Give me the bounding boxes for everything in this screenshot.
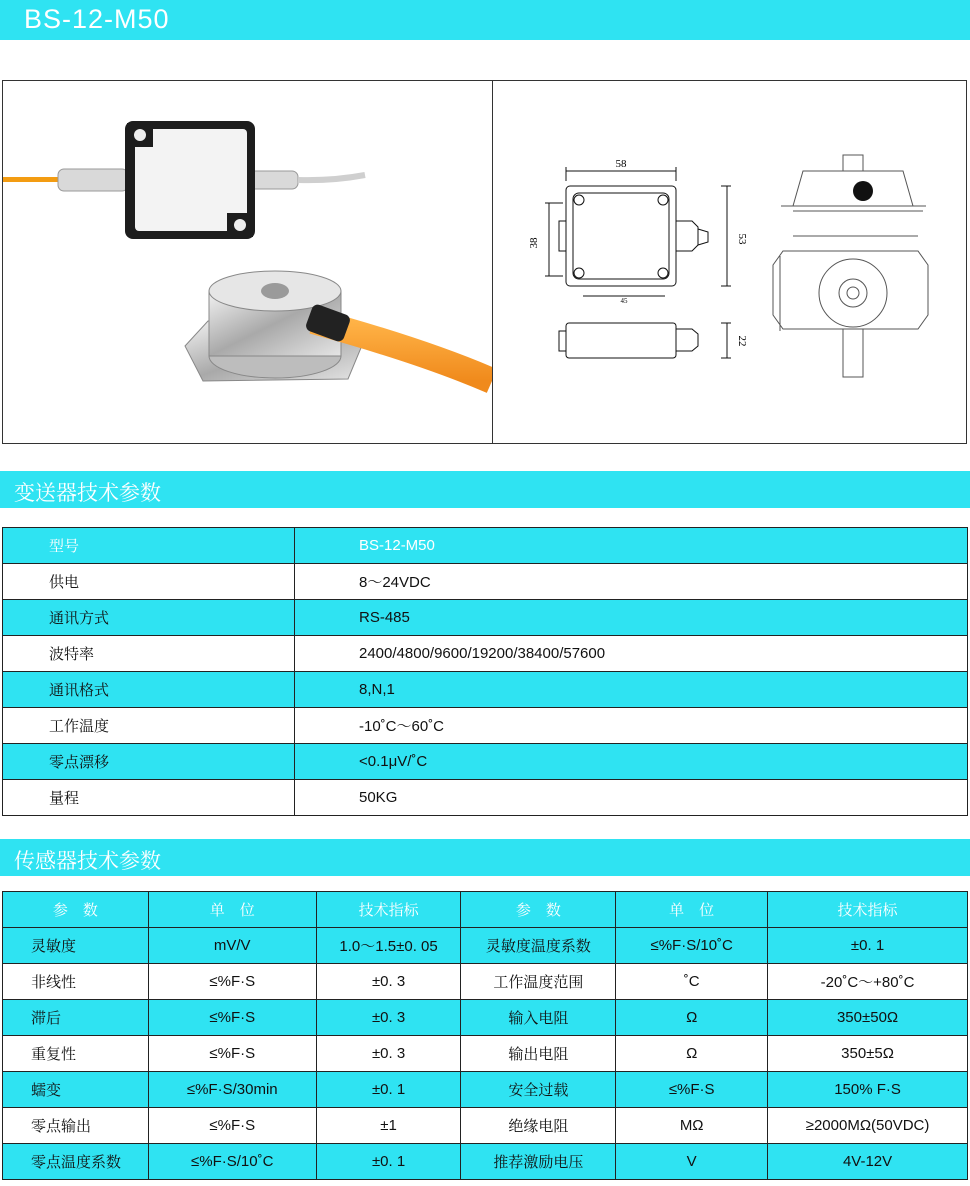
table-header-row <box>3 892 968 928</box>
spec-label: 型号 <box>3 528 295 564</box>
param-name: 工作温度范围 <box>461 964 616 1000</box>
table-row <box>3 528 968 564</box>
param-value: ±0. 3 <box>316 964 461 1000</box>
param-unit: ≤%F·S/30min <box>148 1072 316 1108</box>
column-header: 参 数 <box>3 892 149 928</box>
column-header: 单 位 <box>616 892 768 928</box>
param-name: 蠕变 <box>3 1072 149 1108</box>
spec-label: 通讯方式 <box>3 600 295 636</box>
param-value: ±0. 3 <box>316 1036 461 1072</box>
param-value: ±0. 1 <box>768 928 968 964</box>
param-unit: Ω <box>616 1036 768 1072</box>
table-row <box>3 636 968 672</box>
table-row <box>3 1144 968 1180</box>
spec-value: RS-485 <box>295 600 968 636</box>
param-value: ±0. 1 <box>316 1072 461 1108</box>
param-unit: ˚C <box>616 964 768 1000</box>
cable-gland-right <box>248 171 298 189</box>
param-name: 推荐激励电压 <box>461 1144 616 1180</box>
spec-label: 波特率 <box>3 636 295 672</box>
table-row <box>3 964 968 1000</box>
dim-side-height: 22 <box>736 335 748 347</box>
param-name: 重复性 <box>3 1036 149 1072</box>
spec-label: 量程 <box>3 780 295 816</box>
figure-panel <box>2 80 967 444</box>
dim-bottom-inner: 45 <box>620 297 628 305</box>
param-unit: ≤%F·S <box>148 1108 316 1144</box>
table-row <box>3 744 968 780</box>
param-unit: mV/V <box>148 928 316 964</box>
param-value: 1.0～1.5±0. 05 <box>316 928 461 964</box>
param-value: ±0. 3 <box>316 1000 461 1036</box>
column-header: 单 位 <box>148 892 316 928</box>
spec-label: 供电 <box>3 564 295 600</box>
param-name: 绝缘电阻 <box>461 1108 616 1144</box>
transmitter-spec-table <box>2 527 968 816</box>
param-unit: Ω <box>616 1000 768 1036</box>
param-unit: ≤%F·S/10˚C <box>616 928 768 964</box>
title-bar <box>0 0 970 40</box>
table-row <box>3 928 968 964</box>
param-name: 滞后 <box>3 1000 149 1036</box>
spec-value: 50KG <box>295 780 968 816</box>
table-row <box>3 708 968 744</box>
param-name: 零点输出 <box>3 1108 149 1144</box>
product-photo <box>3 81 492 443</box>
table-row <box>3 1000 968 1036</box>
table-row <box>3 1108 968 1144</box>
table-row <box>3 780 968 816</box>
spec-value: 8,N,1 <box>295 672 968 708</box>
param-name: 灵敏度 <box>3 928 149 964</box>
spec-value: <0.1μV/˚C <box>295 744 968 780</box>
dim-top-width: 58 <box>615 158 627 170</box>
dim-left-height: 38 <box>528 237 540 249</box>
sensor-spec-table <box>2 891 968 1180</box>
table-row <box>3 672 968 708</box>
param-value: ±1 <box>316 1108 461 1144</box>
transmitter-section-title: 变送器技术参数 <box>14 482 161 505</box>
orange-wire <box>3 177 58 182</box>
spec-value: 8～24VDC <box>295 564 968 600</box>
spec-value: BS-12-M50 <box>295 528 968 564</box>
page-title: BS-12-M50 <box>24 4 170 34</box>
param-value: 4V-12V <box>768 1144 968 1180</box>
sensor-section-bar <box>0 839 970 876</box>
transmitter-section-bar <box>0 471 970 508</box>
param-value: 350±5Ω <box>768 1036 968 1072</box>
param-name: 安全过载 <box>461 1072 616 1108</box>
param-name: 非线性 <box>3 964 149 1000</box>
param-name: 输出电阻 <box>461 1036 616 1072</box>
grey-cable <box>298 175 365 180</box>
param-name: 零点温度系数 <box>3 1144 149 1180</box>
param-unit: MΩ <box>616 1108 768 1144</box>
spec-value: 2400/4800/9600/19200/38400/57600 <box>295 636 968 672</box>
param-value: 350±50Ω <box>768 1000 968 1036</box>
spec-label: 零点漂移 <box>3 744 295 780</box>
sensor-section-title: 传感器技术参数 <box>14 850 161 873</box>
param-value: ≥2000MΩ(50VDC) <box>768 1108 968 1144</box>
param-unit: ≤%F·S <box>148 964 316 1000</box>
spec-value: -10˚C～60˚C <box>295 708 968 744</box>
column-header: 技术指标 <box>316 892 461 928</box>
column-header: 参 数 <box>461 892 616 928</box>
table-row <box>3 564 968 600</box>
param-name: 输入电阻 <box>461 1000 616 1036</box>
table-row <box>3 1036 968 1072</box>
param-value: -20˚C～+80˚C <box>768 964 968 1000</box>
param-unit: ≤%F·S <box>148 1000 316 1036</box>
param-value: 150% F·S <box>768 1072 968 1108</box>
param-unit: ≤%F·S/10˚C <box>148 1144 316 1180</box>
dim-right-height: 53 <box>736 233 748 245</box>
param-unit: ≤%F·S <box>616 1072 768 1108</box>
dimension-drawing <box>493 81 966 443</box>
table-row <box>3 600 968 636</box>
param-unit: V <box>616 1144 768 1180</box>
param-unit: ≤%F·S <box>148 1036 316 1072</box>
param-value: ±0. 1 <box>316 1144 461 1180</box>
param-name: 灵敏度温度系数 <box>461 928 616 964</box>
cable-gland-left <box>58 169 128 191</box>
table-row <box>3 1072 968 1108</box>
column-header: 技术指标 <box>768 892 968 928</box>
spec-label: 工作温度 <box>3 708 295 744</box>
spec-label: 通讯格式 <box>3 672 295 708</box>
